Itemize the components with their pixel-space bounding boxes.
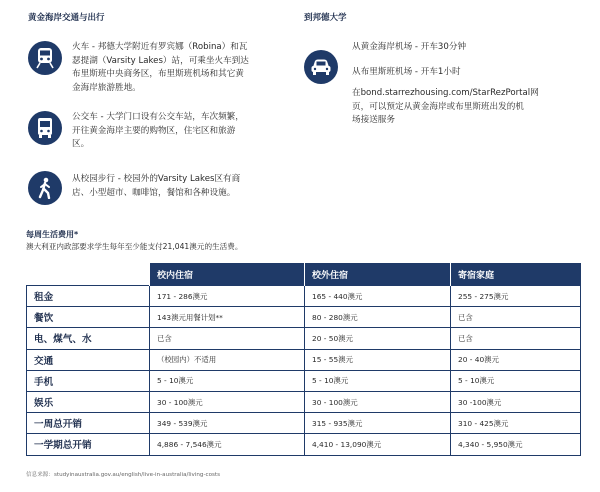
walking-person-icon bbox=[28, 171, 62, 205]
walking-text-line: 从校园步行 - 校园外的Varsity Lakes区有商 bbox=[72, 174, 241, 184]
table-header: 寄宿家庭 bbox=[451, 263, 581, 286]
table-cell: 4,886 - 7,546澳元 bbox=[150, 434, 305, 455]
walking-item bbox=[28, 171, 268, 205]
walking-text-line: 店、小型超市、咖啡馆，餐馆和各种设施。 bbox=[72, 187, 236, 198]
row-label: 手机 bbox=[27, 370, 150, 391]
cost-table bbox=[26, 263, 581, 456]
car-icon bbox=[304, 50, 338, 84]
bus-text-line: 开往黄金海岸主要的购物区，住宅区和旅游 bbox=[72, 125, 236, 136]
row-label: 餐饮 bbox=[27, 307, 150, 328]
right-paragraph-line: 在bond.starrezhousing.com/StarRezPortal网 bbox=[352, 88, 539, 98]
table-cell: 255 - 275澳元 bbox=[451, 286, 581, 307]
table-cell: 已含 bbox=[451, 307, 581, 328]
train-text-line: 金海岸旅游胜地。 bbox=[72, 82, 141, 93]
row-label: 娱乐 bbox=[27, 391, 150, 412]
table-cell: 171 - 286澳元 bbox=[150, 286, 305, 307]
table-row bbox=[27, 434, 581, 455]
table-cell: 310 - 425澳元 bbox=[451, 413, 581, 434]
cost-section-subtitle: 澳大利亚内政部要求学生每年至少能支付21,041澳元的生活费。 bbox=[26, 242, 243, 251]
train-item bbox=[28, 41, 268, 95]
table-cell: 5 - 10澳元 bbox=[150, 370, 305, 391]
train-text-line: 火车 - 邦德大学附近有罗宾娜（Robina）和瓦 bbox=[72, 42, 248, 52]
transport-section-title: 黄金海岸交通与出行 bbox=[28, 13, 105, 23]
right-paragraph-line: 场接送服务 bbox=[352, 115, 395, 125]
table-header: 校内住宿 bbox=[150, 263, 305, 286]
table-cell: 5 - 10澳元 bbox=[451, 370, 581, 391]
train-icon bbox=[28, 41, 62, 75]
table-row bbox=[27, 328, 581, 349]
source-note: 信息来源：studyinaustralia.gov.au/english/live-in-australia/living-costs bbox=[26, 472, 221, 478]
table-header-blank bbox=[27, 263, 150, 286]
bus-item bbox=[28, 111, 268, 152]
right-paragraph bbox=[352, 87, 588, 128]
table-row bbox=[27, 370, 581, 391]
table-cell: 已含 bbox=[150, 328, 305, 349]
bus-text-line: 区。 bbox=[72, 139, 90, 149]
table-cell: 143澳元用餐计划** bbox=[150, 307, 305, 328]
table-cell: 15 - 55澳元 bbox=[305, 349, 451, 370]
row-label: 交通 bbox=[27, 349, 150, 370]
row-label: 电、煤气、水 bbox=[27, 328, 150, 349]
table-cell: 315 - 935澳元 bbox=[305, 413, 451, 434]
table-row bbox=[27, 413, 581, 434]
table-cell: 20 - 40澳元 bbox=[451, 349, 581, 370]
right-line-airport: 从黄金海岸机场 - 开车30分钟 bbox=[352, 42, 467, 52]
cost-section-title: 每周生活费用* bbox=[26, 230, 79, 239]
table-row bbox=[27, 349, 581, 370]
row-label: 一周总开销 bbox=[27, 413, 150, 434]
right-paragraph-line: 页，可以预定从黄金海岸或布里斯班出发的机 bbox=[352, 101, 524, 112]
table-row bbox=[27, 286, 581, 307]
row-label: 租金 bbox=[27, 286, 150, 307]
table-cell: 30 - 100澳元 bbox=[150, 391, 305, 412]
table-cell: 349 - 539澳元 bbox=[150, 413, 305, 434]
table-cell: 30 -100澳元 bbox=[451, 391, 581, 412]
table-row bbox=[27, 391, 581, 412]
row-label: 一学期总开销 bbox=[27, 434, 150, 455]
table-cell: 30 - 100澳元 bbox=[305, 391, 451, 412]
table-cell: 80 - 280澳元 bbox=[305, 307, 451, 328]
bus-icon bbox=[28, 111, 62, 145]
table-cell: 4,410 - 13,090澳元 bbox=[305, 434, 451, 455]
table-cell: 20 - 50澳元 bbox=[305, 328, 451, 349]
table-row bbox=[27, 307, 581, 328]
table-cell: 4,340 - 5,950澳元 bbox=[451, 434, 581, 455]
table-cell: （校园内）不适用 bbox=[150, 349, 305, 370]
table-cell: 已含 bbox=[451, 328, 581, 349]
train-text-line: 瑟提湖（Varsity Lakes）站，可乘坐火车到达 bbox=[72, 55, 249, 66]
bus-text-line: 公交车 - 大学门口设有公交车站，车次频繁， bbox=[72, 112, 244, 122]
table-cell: 5 - 10澳元 bbox=[305, 370, 451, 391]
table-cell: 165 - 440澳元 bbox=[305, 286, 451, 307]
train-text-line: 布里斯班中央商务区，布里斯班机场和其它黄 bbox=[72, 69, 244, 79]
to-bond-section-title: 到邦德大学 bbox=[304, 13, 347, 23]
table-header-row bbox=[27, 263, 581, 286]
right-line-brisbane: 从布里斯班机场 - 开车1小时 bbox=[352, 67, 461, 77]
table-header: 校外住宿 bbox=[305, 263, 451, 286]
